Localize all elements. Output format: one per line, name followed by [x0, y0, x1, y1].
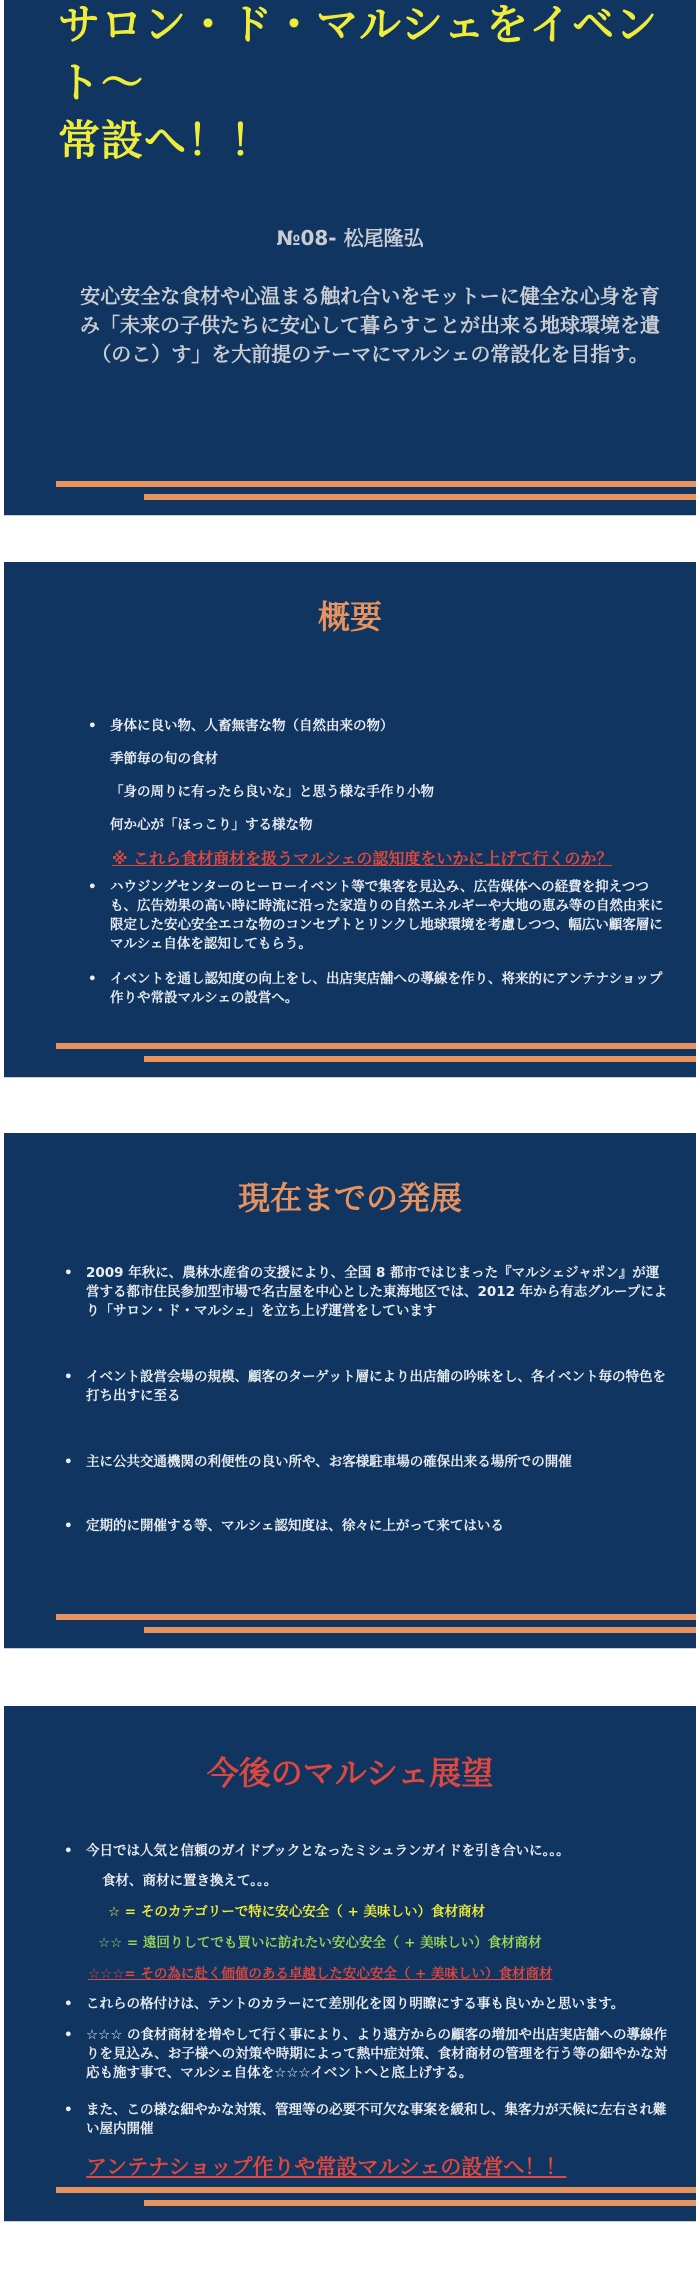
bullet-item — [88, 970, 670, 1008]
bullet-glyph: • — [64, 1996, 73, 2012]
bullet-glyph: • — [64, 2102, 73, 2118]
rating-three-star: ☆☆☆= その為に赴く価値のある卓越した安心安全（ + 美味しい）食材商材 — [88, 1966, 553, 1982]
rating-one-star: ☆ = そのカテゴリーで特に安心安全（ + 美味しい）食材商材 — [108, 1904, 485, 1920]
accent-band-lower — [144, 1627, 696, 1633]
bullet-text: ハウジングセンターのヒーローイベント等で集客を見込み、広告媒体への経費を抑えつつも、広告効果の高い時に時流に沿った家造りの自然エネルギーや大地の恵み等の自然由来に限定した安心安全エコな物のコンセプトとリンクし地球環境を考慮しつつ、幅広い顧客層にマルシェ自体を認知してもらう。 — [110, 879, 664, 952]
theme-description: 安心安全な食材や心温まる触れ合いをモットーに健全な心身を育み「未来の子供たちに安心して暮らすことが出来る地球環境を遺（のこ）す」を大前提のテーマにマルシェの常設化を目指す。 — [80, 284, 660, 366]
bullet-text: 2009 年秋に、農林水産省の支援により、全国 8 都市ではじまった『マルシェジャポン』が運営する都市住民参加型市場で名古屋を中心とした東海地区では、2012 年から有志グループにより「サロン・ド・マルシェ」を立ち上げ運営をしています — [86, 1265, 668, 1319]
bullet-item — [64, 2101, 670, 2139]
slide-overview — [4, 562, 696, 1078]
sub-item: 食材、商材に置き換えて。。。 — [102, 1873, 278, 1889]
closing-goal: アンテナショップ作りや常設マルシェの設営へ！！ — [86, 2155, 567, 2179]
accent-band-lower — [144, 1056, 696, 1062]
bullet-text: イベント設営会場の規模、顧客のターゲット層により出店舗の吟味をし、各イベント毎の特色を打ち出すに至る — [86, 1369, 666, 1404]
bullet-glyph: • — [64, 1454, 73, 1470]
sub-item: 「身の周りに有ったら良いな」と思う様な手作り小物 — [110, 784, 434, 800]
bullet-item — [88, 878, 670, 954]
sub-item: 季節毎の旬の食材 — [110, 751, 218, 767]
bullet-glyph: • — [64, 1518, 73, 1534]
bullet-item — [64, 1264, 670, 1321]
bullet-text: 身体に良い物、人畜無害な物（自然由来の物） — [110, 718, 394, 734]
bullet-item — [64, 1995, 670, 2014]
slide-heading: 今後のマルシェ展望 — [206, 1754, 494, 1792]
author-label: №08- 松尾隆弘 — [276, 226, 424, 250]
bullet-glyph: • — [88, 879, 97, 895]
bullet-text: 今日では人気と信頼のガイドブックとなったミシュランガイドを引き合いに。。。 — [86, 1843, 570, 1859]
accent-band-upper — [56, 1043, 696, 1049]
slide-heading: 概要 — [317, 598, 382, 636]
bullet-glyph: • — [64, 1369, 73, 1385]
bullet-text: 主に公共交通機関の利便性の良い所や、お客様駐車場の確保出来る場所での開催 — [86, 1454, 572, 1470]
bullet-item — [64, 1453, 670, 1472]
bullet-text: イベントを通し認知度の向上をし、出店実店舗への導線を作り、将来的にアンテナショップ作りや常設マルシェの設営へ。 — [110, 971, 663, 1006]
bullet-glyph: • — [64, 2027, 73, 2043]
bullet-glyph: • — [88, 718, 97, 734]
accent-band-upper — [56, 2187, 696, 2193]
warning-question: ※ これら食材商材を扱うマルシェの認知度をいかに上げて行くのか？ — [112, 849, 613, 868]
bullet-item — [64, 1517, 670, 1536]
bullet-item — [64, 1368, 670, 1406]
accent-band-upper — [56, 481, 696, 487]
bullet-text: 定期的に開催する等、マルシェ認知度は、徐々に上がって来てはいる — [86, 1518, 504, 1534]
slide-progress — [4, 1133, 696, 1649]
bullet-text: また、この様な細やかな対策、管理等の必要不可欠な事案を緩和し、集客力が天候に左右され難い屋内開催 — [86, 2102, 667, 2137]
bullet-item — [64, 2026, 670, 2083]
slide-future-outlook — [4, 1706, 696, 2222]
bullet-glyph: • — [88, 971, 97, 987]
slide-heading: 現在までの発展 — [237, 1179, 462, 1217]
bullet-item — [88, 717, 670, 736]
accent-band-lower — [144, 2200, 696, 2206]
bullet-text: これらの格付けは、テントのカラーにて差別化を図り明瞭にする事も良いかと思います。 — [86, 1996, 625, 2012]
bullet-item — [64, 1842, 670, 1861]
bullet-glyph: • — [64, 1265, 73, 1281]
bullet-text: ☆☆☆ の食材商材を増やして行く事により、より遠方からの顧客の増加や出店実店舗への導線作りを見込み、お子様への対策や時期によって熱中症対策、食材商材の管理を行う等の細やかな対応も施す事で、マルシェ自体を☆☆☆イベントへと底上げする。 — [86, 2027, 668, 2081]
accent-band-lower — [144, 494, 696, 500]
rating-two-star: ☆☆ = 遠回りしてでも買いに訪れたい安心安全（ + 美味しい）食材商材 — [98, 1935, 542, 1951]
bullet-glyph: • — [64, 1843, 73, 1859]
accent-band-upper — [56, 1614, 696, 1620]
slide-title-page — [4, 0, 696, 516]
title-line-1: サロン・ド・マルシェをイベント〜 — [58, 0, 659, 107]
presentation-title — [58, 0, 678, 170]
title-line-2: 常設へ！！ — [58, 116, 274, 165]
sub-item: 何か心が「ほっこり」する様な物 — [110, 817, 313, 833]
